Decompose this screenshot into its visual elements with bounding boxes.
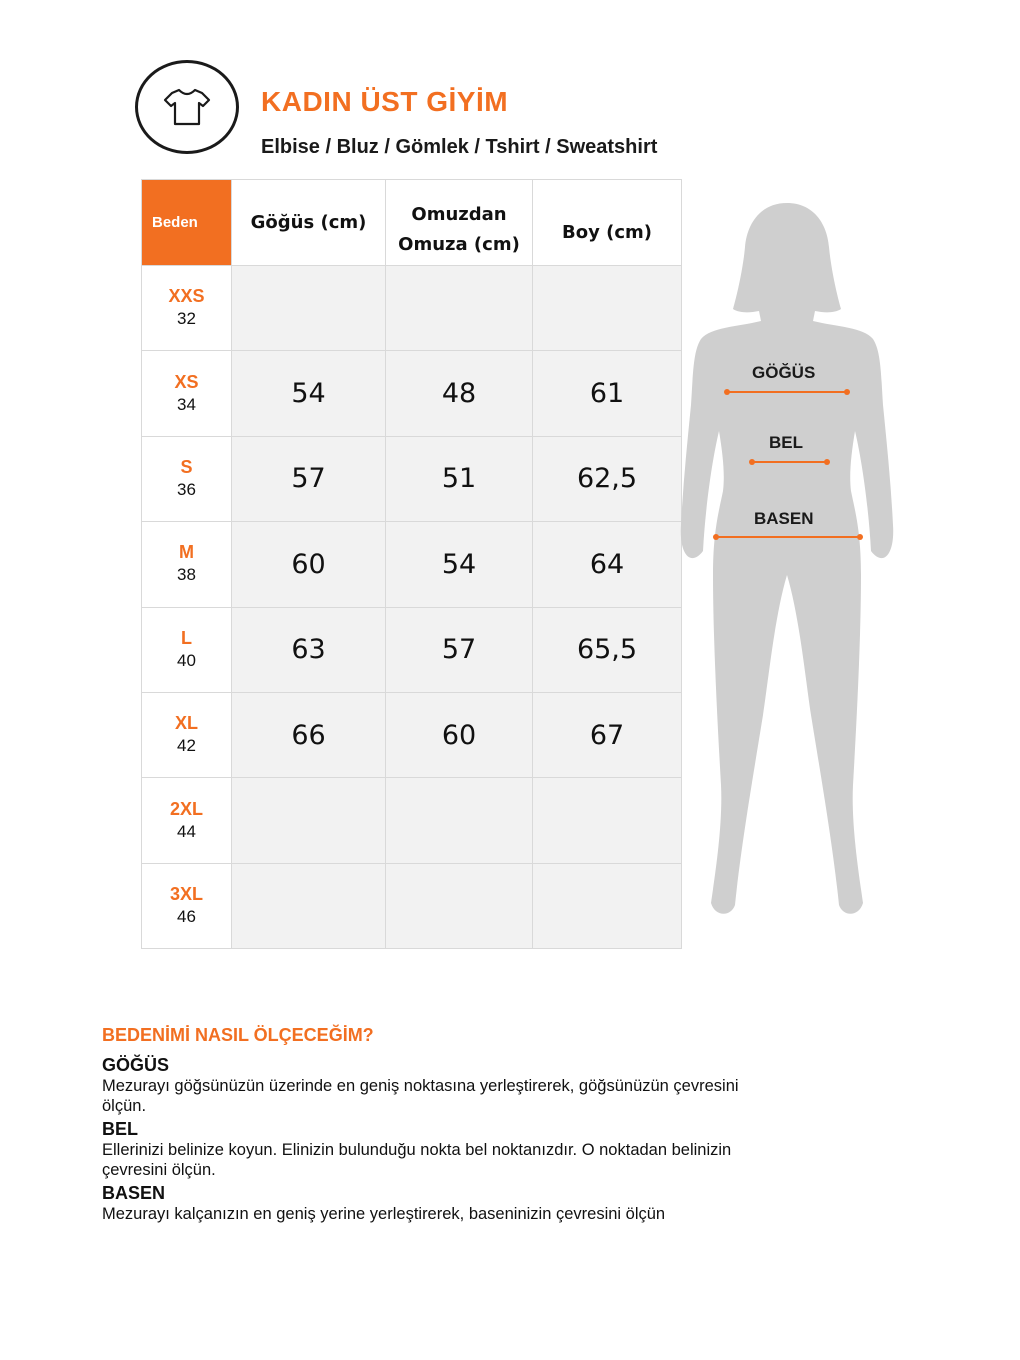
- tshirt-icon: [162, 86, 212, 128]
- table-row: [142, 351, 682, 436]
- table-row: [142, 607, 682, 692]
- size-number: 44: [177, 821, 196, 841]
- size-number: 42: [177, 736, 196, 756]
- how-to-measure-section: [102, 1025, 782, 1227]
- size-label: L: [181, 627, 192, 648]
- table-row: [142, 436, 682, 521]
- hip-section-text: Mezurayı kalçanızın en geniş yerine yerleştirerek, baseninizin çevresini ölçün: [102, 1205, 666, 1223]
- size-label: 3XL: [169, 883, 203, 904]
- size-cell: [142, 522, 232, 607]
- size-cell: [142, 266, 232, 351]
- page-subtitle: Elbise / Bluz / Gömlek / Tshirt / Sweatshirt: [261, 136, 658, 158]
- length-value: 67: [533, 692, 682, 777]
- table-row: [142, 266, 682, 351]
- length-value: [533, 266, 682, 351]
- chest-section-heading: GÖĞÜS: [102, 1055, 170, 1075]
- length-value: 61: [533, 351, 682, 436]
- size-label: S: [180, 456, 193, 477]
- table-row: [142, 522, 682, 607]
- size-label: XL: [174, 713, 198, 734]
- size-label: M: [179, 542, 194, 563]
- chest-value: 66: [232, 692, 386, 777]
- length-value: 62,5: [533, 436, 682, 521]
- chest-value: [232, 778, 386, 863]
- waist-measure-dot-left: [749, 459, 755, 465]
- table-header-row: [142, 180, 682, 266]
- size-cell: [142, 863, 232, 948]
- size-cell: [142, 607, 232, 692]
- chest-value: 54: [232, 351, 386, 436]
- table-row: [142, 692, 682, 777]
- size-label: XS: [174, 371, 199, 392]
- size-cell: [142, 692, 232, 777]
- hip-section-heading: BASEN: [102, 1183, 166, 1203]
- length-value: 65,5: [533, 607, 682, 692]
- header-shoulder-line1: Omuzdan: [411, 203, 507, 225]
- figure-hip-label: BASEN: [754, 509, 814, 528]
- table-row: [142, 778, 682, 863]
- chest-section-text: Mezurayı göğsünüzün üzerinde en geniş noktasına yerleştirerek, göğsünüzün çevresini ölçün.: [102, 1077, 739, 1115]
- header-chest: Göğüs (cm): [232, 180, 386, 266]
- size-cell: [142, 351, 232, 436]
- size-number: 34: [177, 394, 196, 414]
- size-number: 40: [177, 650, 196, 670]
- chest-value: 60: [232, 522, 386, 607]
- size-number: 38: [177, 565, 196, 585]
- size-cell: [142, 436, 232, 521]
- chest-measure-dot-right: [844, 389, 850, 395]
- logo-badge: [135, 60, 239, 154]
- how-to-measure-title: BEDENİMİ NASIL ÖLÇECEĞİM?: [102, 1025, 374, 1045]
- shoulder-value: [386, 778, 533, 863]
- shoulder-value: 54: [386, 522, 533, 607]
- size-number: 32: [177, 309, 196, 329]
- shoulder-value: 48: [386, 351, 533, 436]
- page-title: KADIN ÜST GİYİM: [261, 86, 509, 117]
- length-value: [533, 863, 682, 948]
- size-number: 36: [177, 479, 196, 499]
- chest-value: [232, 863, 386, 948]
- figure-waist-label: BEL: [769, 433, 803, 452]
- header-shoulder-line2: Omuza (cm): [398, 233, 520, 255]
- header-shoulder: [386, 180, 533, 266]
- shoulder-value: [386, 863, 533, 948]
- shoulder-value: 51: [386, 436, 533, 521]
- length-value: 64: [533, 522, 682, 607]
- shoulder-value: 57: [386, 607, 533, 692]
- body-silhouette: [675, 195, 905, 925]
- shoulder-value: 60: [386, 692, 533, 777]
- size-table: [141, 179, 682, 949]
- waist-section-heading: BEL: [102, 1119, 138, 1139]
- chest-value: 63: [232, 607, 386, 692]
- size-number: 46: [177, 906, 196, 926]
- size-label: XXS: [168, 286, 205, 307]
- length-value: [533, 778, 682, 863]
- waist-section-text: Ellerinizi belinize koyun. Elinizin bulunduğu nokta bel noktanızdır. O noktadan belinizin çevresini ölçün.: [102, 1141, 732, 1179]
- table-row: [142, 863, 682, 948]
- hip-measure-dot-left: [713, 534, 719, 540]
- hip-measure-dot-right: [857, 534, 863, 540]
- size-cell: [142, 778, 232, 863]
- figure-chest-label: GÖĞÜS: [752, 363, 816, 382]
- waist-measure-dot-right: [824, 459, 830, 465]
- chest-value: 57: [232, 436, 386, 521]
- header-size: Beden: [142, 180, 232, 266]
- chest-measure-dot-left: [724, 389, 730, 395]
- shoulder-value: [386, 266, 533, 351]
- size-label: 2XL: [169, 798, 203, 819]
- chest-value: [232, 266, 386, 351]
- header-length: Boy (cm): [533, 180, 682, 266]
